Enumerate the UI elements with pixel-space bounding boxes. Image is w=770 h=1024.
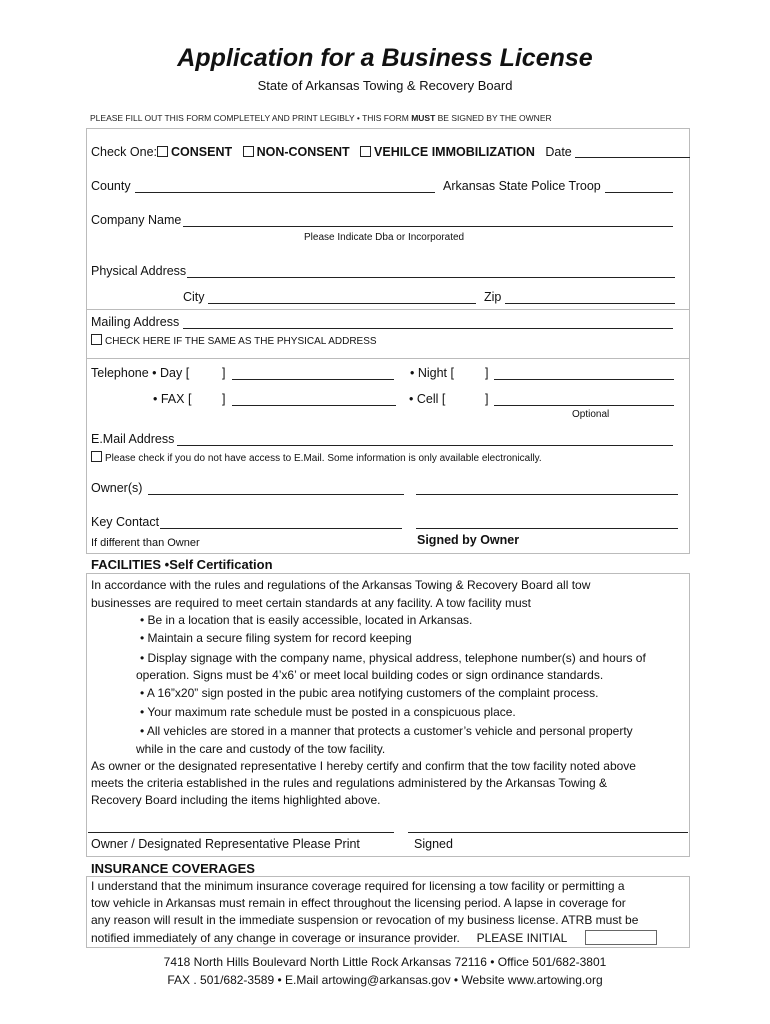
night-bracket-close: ] xyxy=(485,366,489,380)
same-address-checkbox[interactable] xyxy=(91,334,102,345)
fax-label: • FAX [ xyxy=(153,392,192,406)
insurance-line-4-text: notified immediately of any change in coverage or insurance provider. xyxy=(91,931,460,945)
key-contact-label: Key Contact xyxy=(91,515,160,529)
facilities-intro-1: In accordance with the rules and regulations of the Arkansas Towing & Recovery Board all tow xyxy=(91,578,591,592)
no-email-label: Please check if you do not have access to E.Mail. Some information is only available electronically. xyxy=(105,453,542,464)
fax-field[interactable] xyxy=(232,405,396,406)
initial-field[interactable] xyxy=(585,930,657,945)
insurance-line-2: tow vehicle in Arkansas must remain in effect throughout the licensing period. A lapse in coverage for xyxy=(91,896,626,910)
facilities-signed-label: Signed xyxy=(414,837,453,851)
certification-3: Recovery Board including the items highlighted above. xyxy=(91,793,381,807)
troop-label: Arkansas State Police Troop xyxy=(443,179,601,193)
initial-label: PLEASE INITIAL xyxy=(476,931,568,945)
facilities-bullet-4: • A 16”x20” sign posted in the pubic area notifying customers of the complaint process. xyxy=(140,686,599,700)
instructions-emphasis: MUST xyxy=(411,113,436,123)
insurance-line-1: I understand that the minimum insurance coverage required for licensing a tow facility or permitting a xyxy=(91,879,625,893)
facilities-bullet-3b: operation. Signs must be 4’x6’ or meet local building codes or sign ordinance standards. xyxy=(136,668,604,682)
zip-label: Zip xyxy=(484,290,502,304)
facilities-bullet-6b: while in the care and custody of the tow facility. xyxy=(136,742,386,756)
consent-label: CONSENT xyxy=(171,145,233,159)
same-address-label: CHECK HERE IF THE SAME AS THE PHYSICAL ADDRESS xyxy=(105,336,377,347)
optional-note: Optional xyxy=(572,409,610,420)
owner-signature-field[interactable] xyxy=(416,528,678,529)
physical-address-label: Physical Address xyxy=(91,264,187,278)
no-email-row xyxy=(91,451,542,464)
no-email-checkbox[interactable] xyxy=(91,451,102,462)
footer-contact: FAX . 501/682-3589 • E.Mail artowing@arkansas.gov • Website www.artowing.org xyxy=(167,973,603,987)
company-name-label: Company Name xyxy=(91,213,182,227)
email-field[interactable] xyxy=(177,445,673,446)
facilities-bullet-6a: • All vehicles are stored in a manner that protects a customer’s vehicle and personal property xyxy=(140,724,633,738)
county-field[interactable] xyxy=(135,192,435,193)
owner-print-field[interactable] xyxy=(88,832,394,833)
facilities-intro-2: businesses are required to meet certain standards at any facility. A tow facility must xyxy=(91,596,531,610)
facilities-signature-field[interactable] xyxy=(408,832,688,833)
email-label: E.Mail Address xyxy=(91,432,175,446)
insurance-line-4 xyxy=(91,930,657,948)
date-field[interactable] xyxy=(575,145,690,158)
nonconsent-checkbox[interactable] xyxy=(243,146,254,157)
immobilization-label: VEHILCE IMMOBILIZATION xyxy=(374,145,535,159)
date-label: Date xyxy=(545,145,572,159)
facilities-bullet-3a: • Display signage with the company name, physical address, telephone number(s) and hours of xyxy=(140,651,646,665)
if-different-note: If different than Owner xyxy=(91,537,200,549)
certification-2: meets the criteria established in the rules and regulations administered by the Arkansas Towing & xyxy=(91,776,608,790)
certification-1: As owner or the designated representative I hereby certify and confirm that the tow facility noted above xyxy=(91,759,636,773)
immobilization-checkbox[interactable] xyxy=(360,146,371,157)
day-bracket-close: ] xyxy=(222,366,226,380)
night-field[interactable] xyxy=(494,379,674,380)
check-one-row xyxy=(91,145,690,159)
city-label: City xyxy=(183,290,205,304)
telephone-day-field[interactable] xyxy=(232,379,394,380)
instructions-text: PLEASE FILL OUT THIS FORM COMPLETELY AND PRINT LEGIBLY • THIS FORM xyxy=(90,113,412,123)
mailing-address-field[interactable] xyxy=(183,328,673,329)
county-label: County xyxy=(91,179,131,193)
cell-bracket-close: ] xyxy=(485,392,489,406)
check-one-label: Check One: xyxy=(91,145,158,159)
company-note: Please Indicate Dba or Incorporated xyxy=(304,232,465,243)
instructions-text-end: BE SIGNED BY THE OWNER xyxy=(435,113,552,123)
facilities-heading: FACILITIES •Self Certification xyxy=(91,557,273,572)
footer-address: 7418 North Hills Boulevard North Little Rock Arkansas 72116 • Office 501/682-3801 xyxy=(163,955,607,969)
facilities-bullet-1: • Be in a location that is easily accessible, located in Arkansas. xyxy=(140,613,473,627)
owner-print-label: Owner / Designated Representative Please Print xyxy=(91,837,360,851)
cell-label: • Cell [ xyxy=(409,392,446,406)
owner-field-1[interactable] xyxy=(148,494,404,495)
nonconsent-label: NON-CONSENT xyxy=(256,145,350,159)
page-title: Application for a Business License xyxy=(177,44,593,72)
instructions xyxy=(90,113,552,123)
facilities-bullet-5: • Your maximum rate schedule must be posted in a conspicuous place. xyxy=(140,705,516,719)
page-subtitle: State of Arkansas Towing & Recovery Board xyxy=(257,78,513,93)
signed-by-owner-label: Signed by Owner xyxy=(417,533,520,547)
owners-label: Owner(s) xyxy=(91,481,143,495)
mailing-address-label: Mailing Address xyxy=(91,315,180,329)
insurance-heading: INSURANCE COVERAGES xyxy=(91,861,255,876)
facilities-bullet-2: • Maintain a secure filing system for record keeping xyxy=(140,631,412,645)
company-name-field[interactable] xyxy=(183,226,673,227)
key-contact-field[interactable] xyxy=(160,528,402,529)
night-label: • Night [ xyxy=(410,366,454,380)
telephone-day-label: Telephone • Day [ xyxy=(91,366,190,380)
troop-field[interactable] xyxy=(605,192,673,193)
physical-address-field[interactable] xyxy=(187,277,675,278)
fax-bracket-close: ] xyxy=(222,392,226,406)
insurance-line-3: any reason will result in the immediate suspension or revocation of my business license. ATRB must be xyxy=(91,913,639,927)
consent-checkbox[interactable] xyxy=(157,146,168,157)
owner-field-2[interactable] xyxy=(416,494,678,495)
same-address-row xyxy=(91,334,377,347)
zip-field[interactable] xyxy=(505,303,675,304)
cell-field[interactable] xyxy=(494,405,674,406)
city-field[interactable] xyxy=(208,303,476,304)
